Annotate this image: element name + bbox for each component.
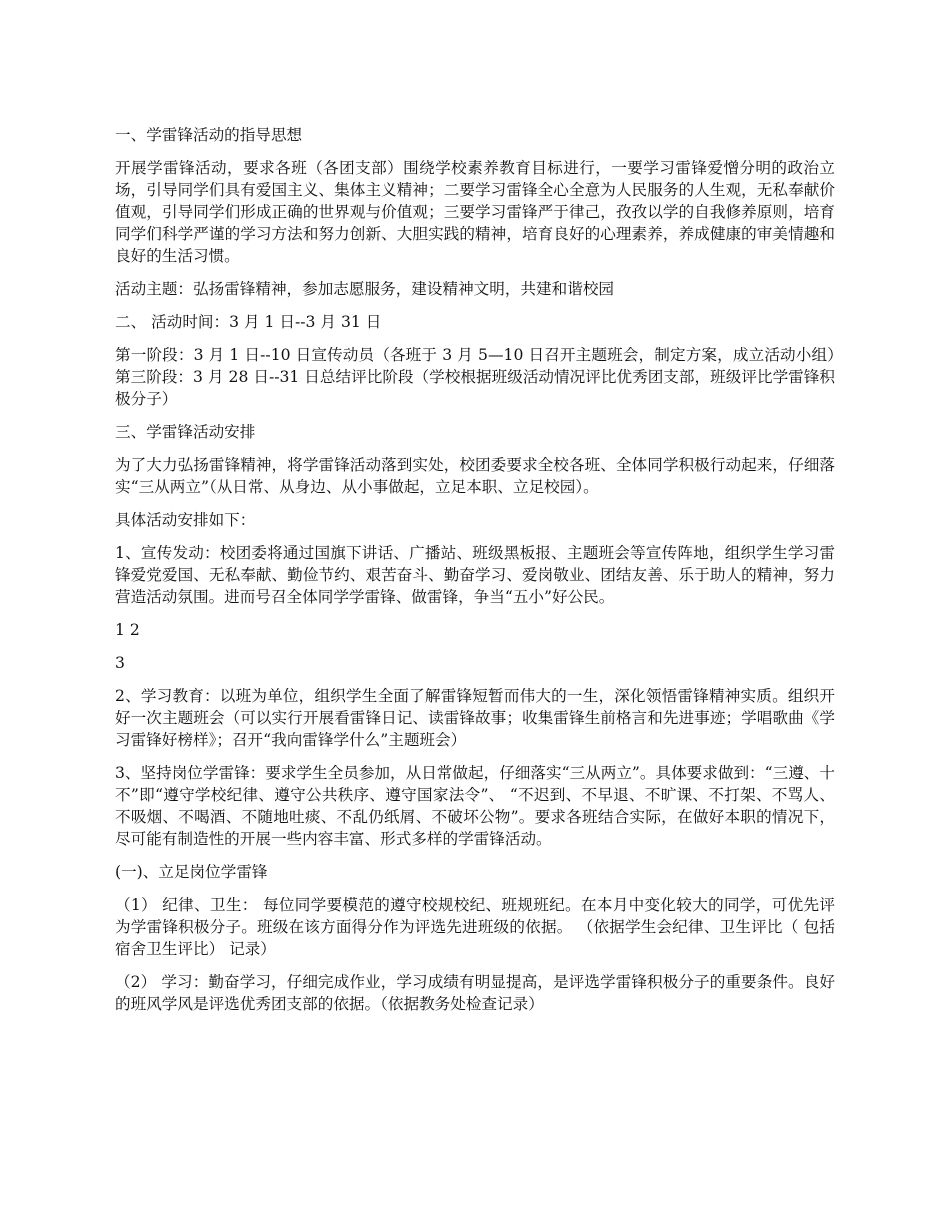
paragraph-arrangement-list-intro: 具体活动安排如下： (115, 511, 256, 529)
paragraph-arrangement-intro: 为了大力弘扬雷锋精神，将学雷锋活动落到实处，校团委要求全校各班、全体同学积极行动起来，仔细落实“三从两立”（从日常、从身边、从小事做起，立足本职、立足校园）。 (115, 456, 835, 496)
section-heading-activity-time: 二、 活动时间：3 月 1 日--3 月 31 日 (115, 313, 382, 331)
paragraph-activity-stages: 第一阶段：3 月 1 日--10 日宣传动员（各班于 3 月 5—10 日召开主题班会，制定方案，成立活动小组）第三阶段：3 月 28 日--31 日总结评比阶段（学校根据班级活动情况评比优秀团支部，班级评比学雷锋积极分子） (115, 346, 835, 408)
paragraph-item-study-education: 2、学习教育：以班为单位，组织学生全面了解雷锋短暂而伟大的一生，深化领悟雷锋精神实质。组织开好一次主题班会（可以实行开展看雷锋日记、读雷锋故事；收集雷锋生前格言和先进事迹；学唱歌曲《学习雷锋好榜样》；召开“我向雷锋学什么”主题班会） (115, 687, 835, 749)
section-heading-activity-arrangement: 三、学雷锋活动安排 (115, 423, 256, 441)
paragraph-item-post-learning: 3、坚持岗位学雷锋：要求学生全员参加，从日常做起，仔细落实“三从两立”。具体要求做到：“三遵、十不”即“遵守学校纪律、遵守公共秩序、遵守国家法令”、 “不迟到、不早退、不旷课、不打架、不骂人、不吸烟、不喝酒、不随地吐痰、不乱仍纸屑、不破坏公物”。要求各班结合实际，在做好本职的情况下，尽可能有制造性的开展一些内容丰富、形式多样的学雷锋活动。 (115, 764, 835, 848)
paragraph-item-publicity: 1、宣传发动：校团委将通过国旗下讲话、广播站、班级黑板报、主题班会等宣传阵地，组织学生学习雷锋爱党爱国、无私奉献、勤俭节约、艰苦奋斗、勤奋学习、爱岗敬业、团结友善、乐于助人的精神，努力营造活动氛围。进而号召全体同学学雷锋、做雷锋，争当“五小”好公民。 (115, 544, 835, 606)
section-heading-guiding-ideology: 一、学雷锋活动的指导思想 (115, 126, 303, 144)
subheading-post-learning: (一)、立足岗位学雷锋 (115, 863, 268, 881)
page-number-line: 3 (115, 654, 125, 672)
paragraph-activity-theme: 活动主题：弘扬雷锋精神，参加志愿服务，建设精神文明，共建和谐校园 (115, 280, 615, 298)
paragraph-discipline-hygiene: （1） 纪律、卫生： 每位同学要模范的遵守校规校纪、班规班纪。在本月中变化较大的同学，可优先评为学雷锋积极分子。班级在该方面得分作为评选先进班级的依据。 （依据学生会纪律、卫生评比（ 包括宿舍卫生评比） 记录） (115, 896, 835, 958)
paragraph-study: （2） 学习：勤奋学习，仔细完成作业，学习成绩有明显提高，是评选学雷锋积极分子的重要条件。良好的班风学风是评选优秀团支部的依据。（依据教务处检查记录） (115, 973, 835, 1013)
document-body (115, 124, 835, 1026)
paragraph-guiding-ideology: 开展学雷锋活动，要求各班（各团支部）围绕学校素养教育目标进行，一要学习雷锋爱憎分明的政治立场，引导同学们具有爱国主义、集体主义精神；二要学习雷锋全心全意为人民服务的人生观，无私奉献价值观，引导同学们形成正确的世界观与价值观；三要学习雷锋严于律己，孜孜以学的自我修养原则，培育同学们科学严谨的学习方法和努力创新、大胆实践的精神，培育良好的心理素养，养成健康的审美情趣和良好的生活习惯。 (115, 159, 835, 265)
page-number-line: 1 2 (115, 621, 140, 639)
